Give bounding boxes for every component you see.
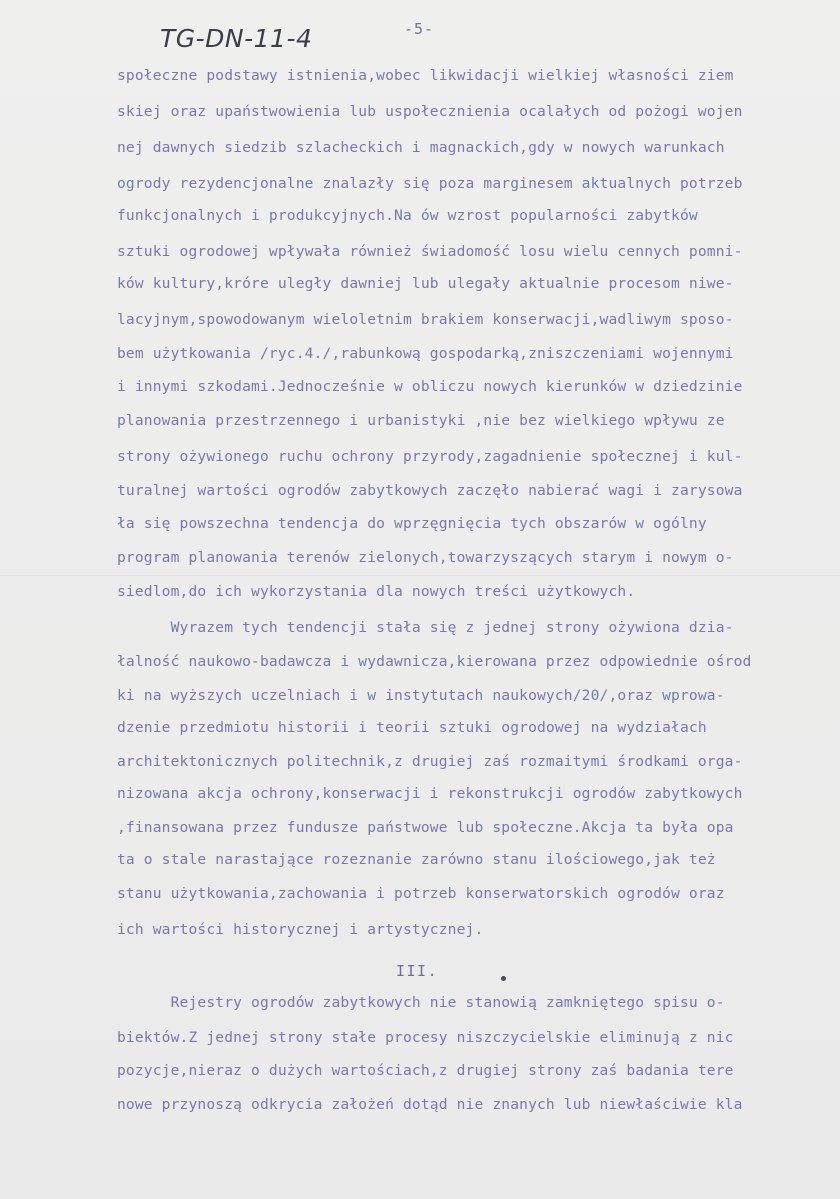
ink-dot — [501, 976, 506, 981]
handwritten-reference: TG-DN-11-4 — [160, 24, 313, 53]
text-line: sztuki ogrodowej wpływała również świadomość losu wielu cennych pomni- — [117, 243, 743, 260]
text-line: i innymi szkodami.Jednocześnie w obliczu nowych kierunków w dziedzinie — [117, 378, 743, 395]
text-line: ków kultury,króre uległy dawniej lub ulegały aktualnie procesom niwe- — [117, 275, 734, 292]
text-line: ,finansowana przez fundusze państwowe lub społeczne.Akcja ta była opa — [117, 819, 734, 836]
text-line: Rejestry ogrodów zabytkowych nie stanowią zamkniętego spisu o- — [117, 994, 725, 1011]
text-line: ta o stale narastające rozeznanie zarówno stanu ilościowego,jak też — [117, 851, 716, 868]
text-line: skiej oraz upaństwowienia lub uspołecznienia ocalałych od pożogi wojen — [117, 103, 743, 120]
text-line: nej dawnych siedzib szlacheckich i magnackich,gdy w nowych warunkach — [117, 139, 725, 156]
text-line: bem użytkowania /ryc.4./,rabunkową gospodarką,zniszczeniami wojennymi — [117, 345, 734, 362]
page-number: -5- — [404, 20, 435, 38]
text-line: biektów.Z jednej strony stałe procesy niszczycielskie eliminują z nic — [117, 1029, 734, 1046]
text-line: ła się powszechna tendencja do wprzęgnięcia tych obszarów w ogólny — [117, 515, 707, 532]
text-line: łalność naukowo-badawcza i wydawnicza,kierowana przez odpowiednie ośrod — [117, 653, 752, 670]
section-heading: III. — [396, 962, 439, 980]
text-line: ich wartości historycznej i artystycznej. — [117, 921, 484, 938]
text-line: Wyrazem tych tendencji stała się z jednej strony ożywiona dzia- — [117, 619, 734, 636]
text-line: architektonicznych politechnik,z drugiej zaś rozmaitymi środkami orga- — [117, 753, 743, 770]
text-line: siedlom,do ich wykorzystania dla nowych treści użytkowych. — [117, 583, 636, 600]
text-line: dzenie przedmiotu historii i teorii sztuki ogrodowej na wydziałach — [117, 719, 707, 736]
text-line: stanu użytkowania,zachowania i potrzeb konserwatorskich ogrodów oraz — [117, 885, 725, 902]
text-line: program planowania terenów zielonych,towarzyszących starym i nowym o- — [117, 549, 734, 566]
text-line: pozycje,nieraz o dużych wartościach,z drugiej strony zaś badania tere — [117, 1062, 734, 1079]
text-line: ki na wyższych uczelniach i w instytutach naukowych/20/,oraz wprowa- — [117, 687, 725, 704]
text-line: turalnej wartości ogrodów zabytkowych zaczęło nabierać wagi i zarysowa — [117, 482, 743, 499]
text-line: strony ożywionego ruchu ochrony przyrody,zagadnienie społecznej i kul- — [117, 448, 743, 465]
text-line: społeczne podstawy istnienia,wobec likwidacji wielkiej własności ziem — [117, 67, 734, 84]
text-line: lacyjnym,spowodowanym wieloletnim brakiem konserwacji,wadliwym sposo- — [117, 311, 734, 328]
text-line: ogrody rezydencjonalne znalazły się poza marginesem aktualnych potrzeb — [117, 175, 743, 192]
text-line: funkcjonalnych i produkcyjnych.Na ów wzrost popularności zabytków — [117, 207, 698, 224]
text-line: planowania przestrzennego i urbanistyki ,nie bez wielkiego wpływu ze — [117, 412, 725, 429]
text-line: nowe przynoszą odkrycia założeń dotąd nie znanych lub niewłaściwie kla — [117, 1096, 743, 1113]
text-line: nizowana akcja ochrony,konserwacji i rekonstrukcji ogrodów zabytkowych — [117, 785, 743, 802]
paper-fold — [0, 575, 840, 576]
